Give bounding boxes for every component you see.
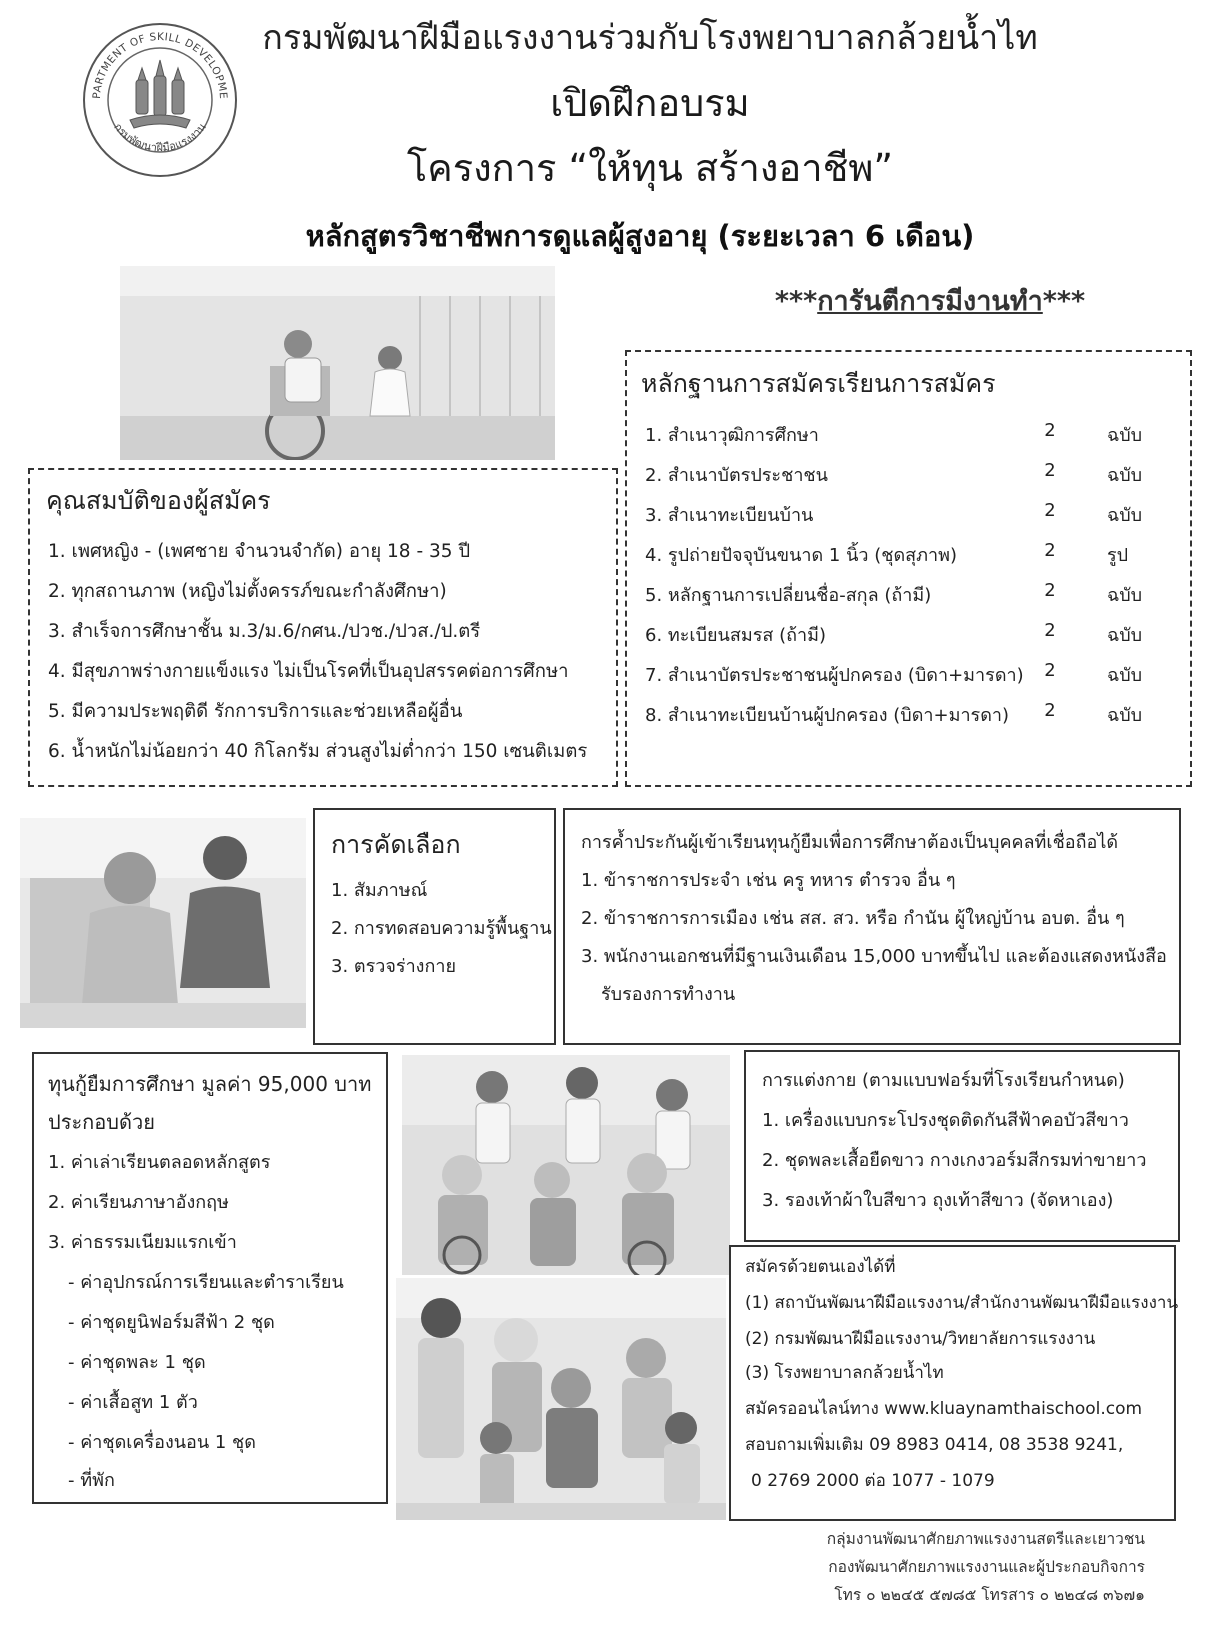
guarantor-item: รับรองการทำงาน xyxy=(601,984,736,1005)
document-item: 3. สำเนาทะเบียนบ้าน 2 ฉบับ xyxy=(645,500,1143,526)
photo-nurse-wheelchair xyxy=(120,266,555,460)
guarantor-box xyxy=(563,808,1181,1045)
photo-elderly-group-nurses xyxy=(402,1055,730,1275)
required-documents-title: หลักฐานการสมัครเรียนการสมัคร xyxy=(641,369,996,398)
selection-title: การคัดเลือก xyxy=(331,830,461,859)
header-organizers: กรมพัฒนาฝีมือแรงงานร่วมกับโรงพยาบาลกล้วยน้ำไท xyxy=(262,18,1038,58)
svg-text:กรมพัฒนาฝีมือแรงงาน: กรมพัฒนาฝีมือแรงงาน xyxy=(111,120,209,155)
scholarship-item: 1. ค่าเล่าเรียนตลอดหลักสูตร xyxy=(48,1152,271,1173)
photo-family-elderly xyxy=(396,1278,726,1520)
qualification-item: 4. มีสุขภาพร่างกายแข็งแรง ไม่เป็นโรคที่เป็นอุปสรรคต่อการศึกษา xyxy=(48,661,569,682)
apply-location: (3) โรงพยาบาลกล้วยน้ำไท xyxy=(745,1363,944,1383)
guarantor-title: การค้ำประกันผู้เข้าเรียนทุนกู้ยืมเพื่อการศึกษาต้องเป็นบุคคลที่เชื่อถือได้ xyxy=(581,832,1119,853)
scholarship-item: 2. ค่าเรียนภาษาอังกฤษ xyxy=(48,1192,229,1213)
required-documents-box xyxy=(625,350,1192,787)
document-item: 6. ทะเบียนสมรส (ถ้ามี) 2 ฉบับ xyxy=(645,620,1143,646)
document-item: 5. หลักฐานการเปลี่ยนชื่อ-สกุล (ถ้ามี) 2 ฉบับ xyxy=(645,580,1143,606)
qualification-item: 3. สำเร็จการศึกษาชั้น ม.3/ม.6/กศน./ปวช./ปวส./ป.ตรี xyxy=(48,621,481,642)
qualification-item: 1. เพศหญิง - (เพศชาย จำนวนจำกัด) อายุ 18 - 35 ปี xyxy=(48,541,471,562)
apply-location: (2) กรมพัฒนาฝีมือแรงงาน/วิทยาลัยการแรงงาน xyxy=(745,1329,1096,1349)
svg-text:DEPARTMENT OF SKILL DEVELOPMEN: PARTMENT OF SKILL DEVELOPME xyxy=(90,30,230,100)
dress-code-item: 3. รองเท้าผ้าใบสีขาว ถุงเท้าสีขาว (จัดหาเอง) xyxy=(762,1190,1114,1211)
scholarship-box xyxy=(32,1052,388,1504)
course-title: หลักสูตรวิชาชีพการดูแลผู้สูงอายุ (ระยะเวลา 6 เดือน) xyxy=(305,219,975,253)
selection-item: 2. การทดสอบความรู้พื้นฐาน xyxy=(331,918,552,939)
contact-phones-ext: 0 2769 2000 ต่อ 1077 - 1079 xyxy=(751,1471,995,1491)
scholarship-item: 3. ค่าธรรมเนียมแรกเข้า xyxy=(48,1232,237,1253)
header-project-name: โครงการ “ให้ทุน สร้างอาชีพ” xyxy=(406,146,894,190)
scholarship-subitem: - ค่าชุดยูนิฟอร์มสีฟ้า 2 ชุด xyxy=(68,1312,275,1333)
scholarship-title: ทุนกู้ยืมการศึกษา มูลค่า 95,000 บาท xyxy=(48,1072,372,1096)
footer-office xyxy=(700,1525,1145,1615)
dress-code-box xyxy=(744,1050,1180,1242)
header-open-training: เปิดฝึกอบรม xyxy=(550,81,750,125)
department-seal-logo xyxy=(80,20,240,180)
qualifications-box xyxy=(28,468,618,787)
dress-code-item: 2. ชุดพละเสื้อยืดขาว กางเกงวอร์มสีกรมท่าขายาว xyxy=(762,1150,1147,1171)
scholarship-subitem: - ค่าชุดพละ 1 ชุด xyxy=(68,1352,206,1373)
guarantee-text: การันตีการมีงานทำ xyxy=(817,286,1043,317)
document-list xyxy=(645,420,1185,780)
footer-line: กองพัฒนาศักยภาพแรงงานและผู้ประกอบกิจการ xyxy=(828,1558,1145,1576)
document-item: 7. สำเนาบัตรประชาชนผู้ปกครอง (บิดา+มารดา) 2 ฉบับ xyxy=(645,660,1143,686)
guarantor-item: 2. ข้าราชการการเมือง เช่น สส. สว. หรือ กำนัน ผู้ใหญ่บ้าน อบต. อื่น ๆ xyxy=(581,908,1125,929)
document-item: 2. สำเนาบัตรประชาชน 2 ฉบับ xyxy=(645,460,1143,486)
selection-box xyxy=(313,808,556,1045)
selection-item: 3. ตรวจร่างกาย xyxy=(331,956,457,977)
scholarship-subtitle: ประกอบด้วย xyxy=(48,1110,155,1134)
qualification-item: 2. ทุกสถานภาพ (หญิงไม่ตั้งครรภ์ขณะกำลังศึกษา) xyxy=(48,581,447,602)
guarantor-item: 1. ข้าราชการประจำ เช่น ครู ทหาร ตำรวจ อื่น ๆ xyxy=(581,870,956,891)
job-guarantee-banner xyxy=(740,282,1120,322)
apply-title: สมัครด้วยตนเองได้ที่ xyxy=(745,1257,896,1277)
document-item: 1. สำเนาวุฒิการศึกษา 2 ฉบับ xyxy=(645,420,1143,446)
footer-line: กลุ่มงานพัฒนาศักยภาพแรงงานสตรีและเยาวชน xyxy=(826,1530,1145,1548)
contact-phones: สอบถามเพิ่มเติม 09 8983 0414, 08 3538 9241, xyxy=(745,1435,1124,1455)
scholarship-subitem: - ค่าเสื้อสูท 1 ตัว xyxy=(68,1392,198,1413)
guarantee-prefix: *** xyxy=(774,286,818,317)
apply-location: (1) สถาบันพัฒนาฝีมือแรงงาน/สำนักงานพัฒนาฝีมือแรงงาน xyxy=(745,1293,1179,1313)
apply-box xyxy=(729,1245,1179,1521)
document-item: 4. รูปถ่ายปัจจุบันขนาด 1 นิ้ว (ชุดสุภาพ) 2 รูป xyxy=(645,540,1129,566)
qualification-item: 6. น้ำหนักไม่น้อยกว่า 40 กิโลกรัม ส่วนสูงไม่ต่ำกว่า 150 เซนติเมตร xyxy=(48,741,588,762)
document-item: 8. สำเนาทะเบียนบ้านผู้ปกครอง (บิดา+มารดา) 2 ฉบับ xyxy=(645,700,1143,726)
apply-online-link[interactable]: สมัครออนไลน์ทาง www.kluaynamthaischool.com xyxy=(745,1399,1143,1419)
qualifications-title: คุณสมบัติของผู้สมัคร xyxy=(46,486,271,515)
footer-phone-fax: โทร ๐ ๒๒๔๕ ๕๗๘๕ โทรสาร ๐ ๒๒๔๘ ๓๖๗๑ xyxy=(834,1586,1145,1604)
guarantee-suffix: *** xyxy=(1042,286,1086,317)
qualification-item: 5. มีความประพฤติดี รักการบริการและช่วยเหลือผู้อื่น xyxy=(48,701,463,722)
scholarship-subitem: - ที่พัก xyxy=(68,1470,115,1491)
selection-item: 1. สัมภาษณ์ xyxy=(331,880,428,901)
dress-code-title: การแต่งกาย (ตามแบบฟอร์มที่โรงเรียนกำหนด) xyxy=(762,1070,1125,1091)
scholarship-subitem: - ค่าชุดเครื่องนอน 1 ชุด xyxy=(68,1432,256,1453)
photo-caregiver-elderly xyxy=(20,818,306,1028)
scholarship-subitem: - ค่าอุปกรณ์การเรียนและตำราเรียน xyxy=(68,1272,344,1293)
guarantor-item: 3. พนักงานเอกชนที่มีฐานเงินเดือน 15,000 บาทขึ้นไป และต้องแสดงหนังสือ xyxy=(581,946,1167,967)
dress-code-item: 1. เครื่องแบบกระโปรงชุดติดกันสีฟ้าคอบัวสีขาว xyxy=(762,1110,1129,1131)
